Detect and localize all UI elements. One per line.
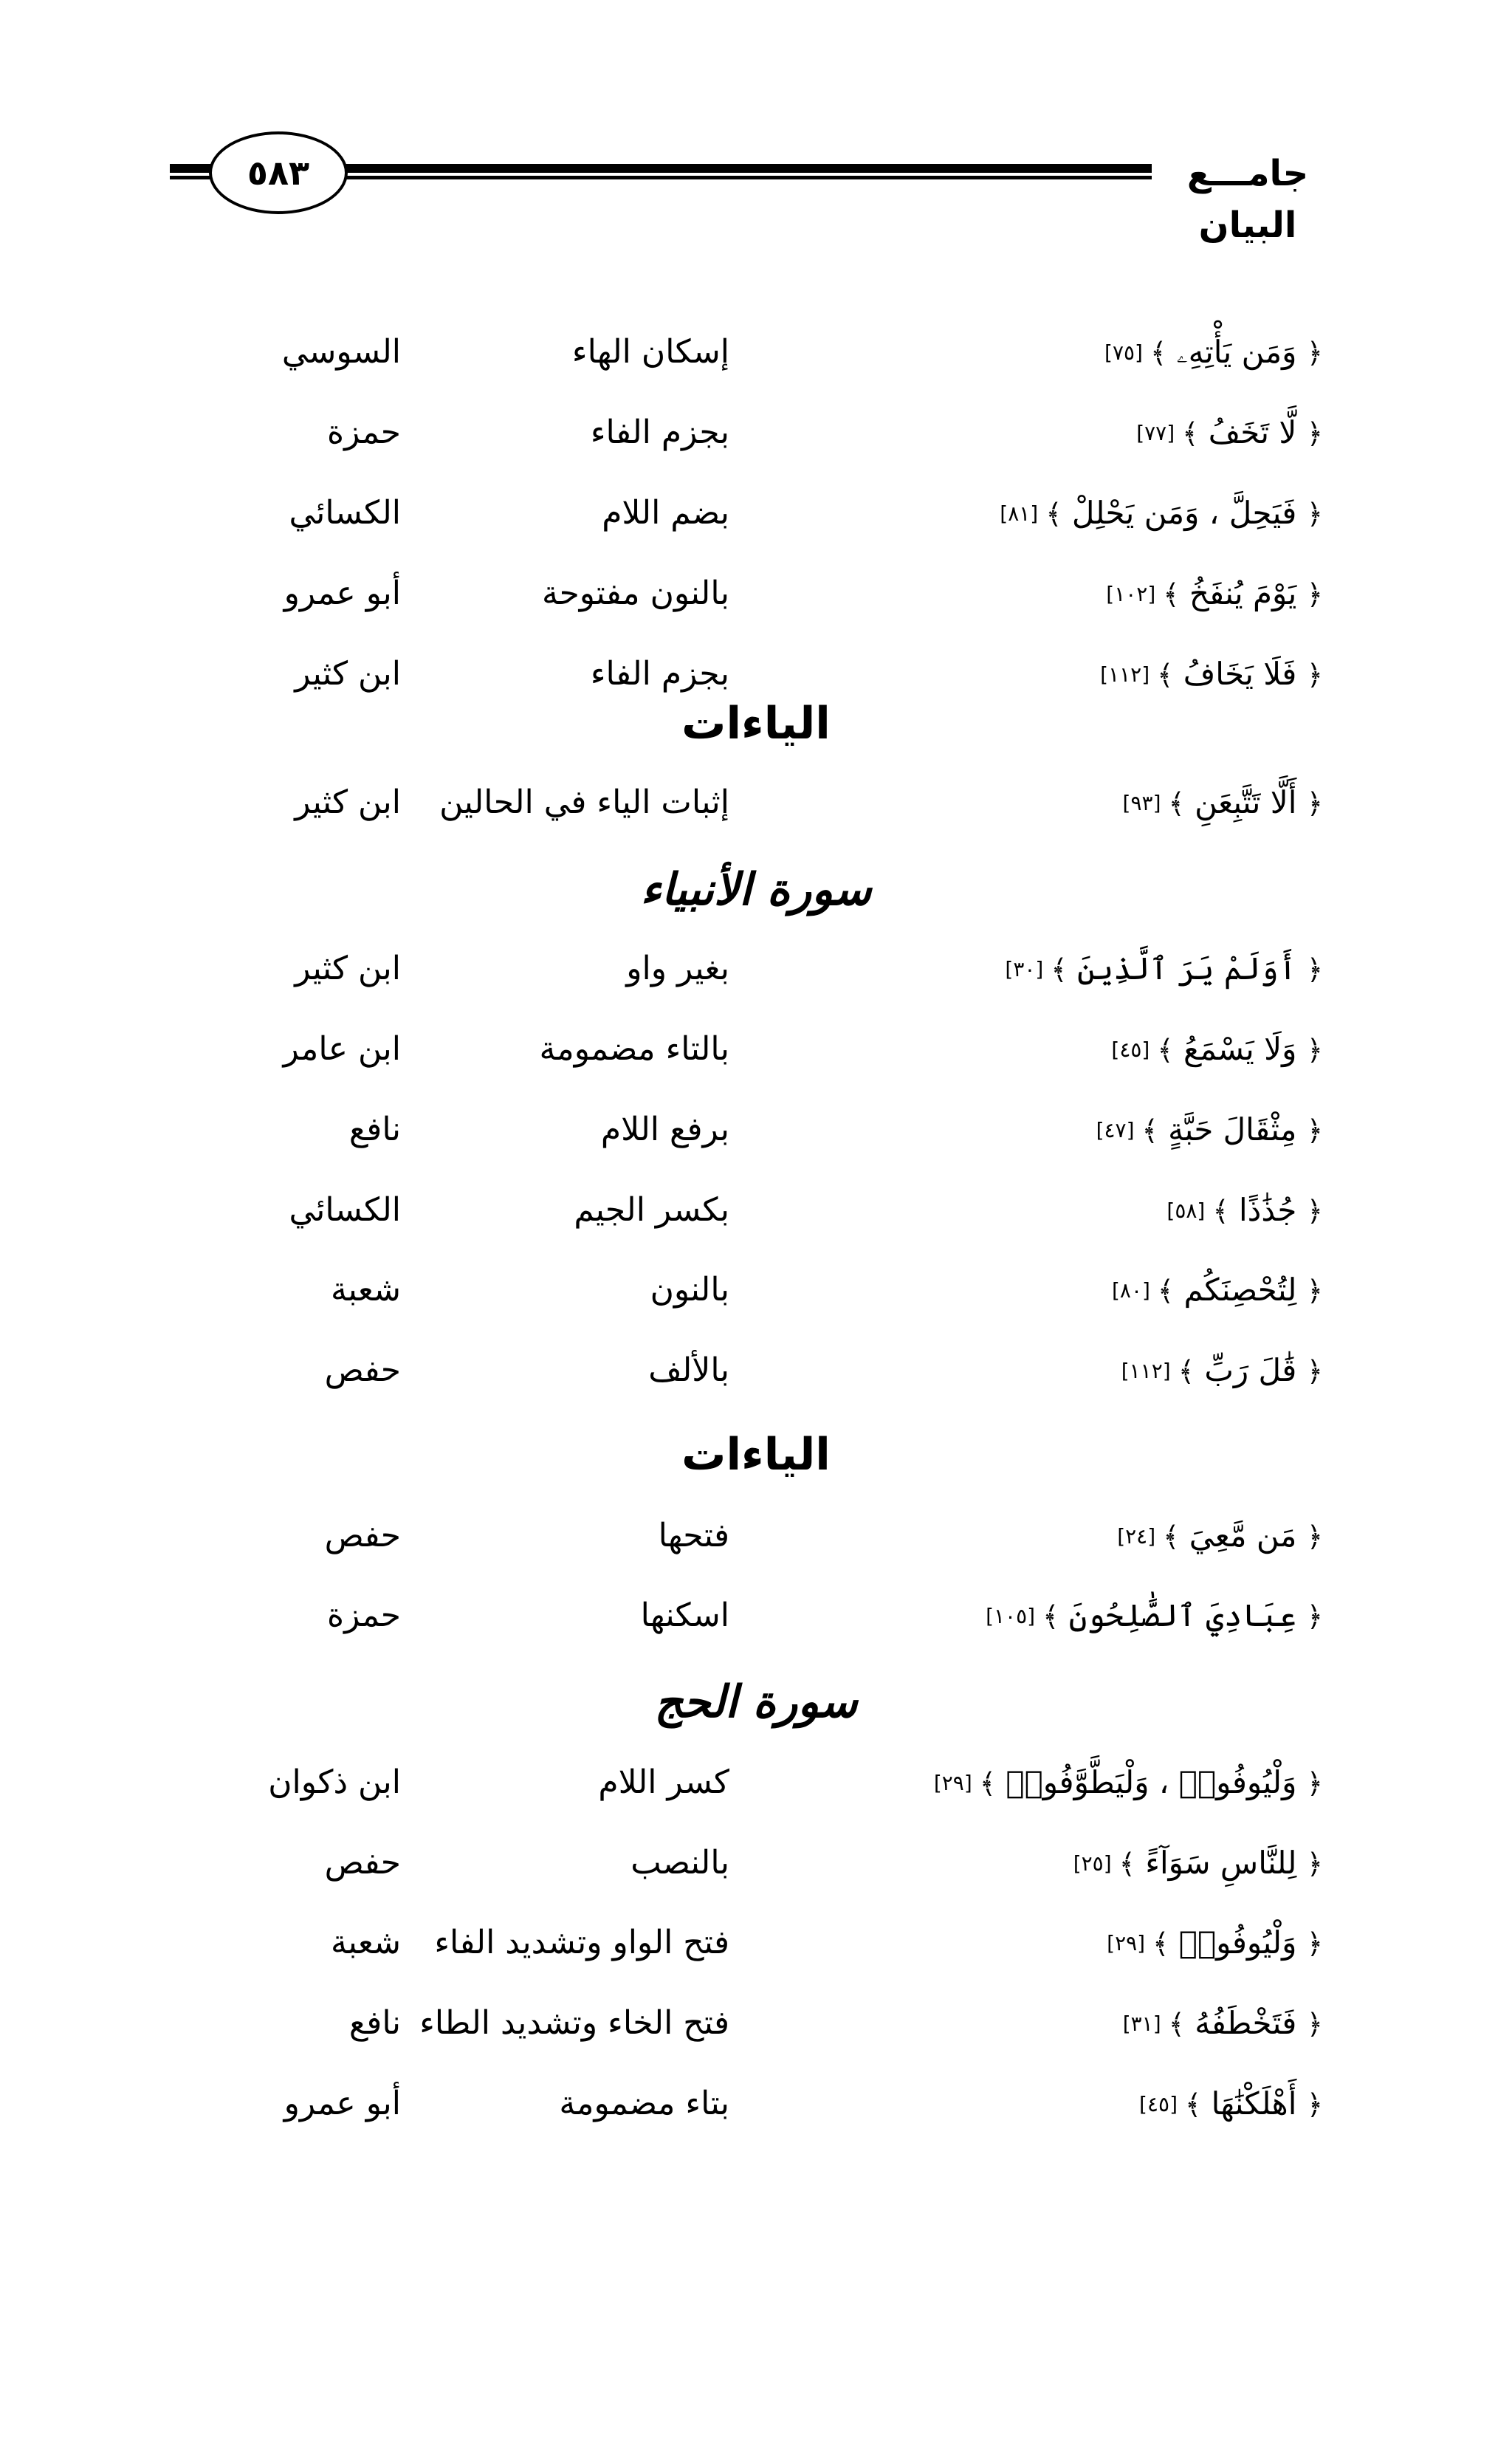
ornate-bracket-close-icon: ﴾ [1051, 953, 1068, 986]
reader-name: نافع [348, 1111, 401, 1148]
verse-text: أَهْلَكْنَٰهَا [1211, 2085, 1297, 2122]
ornate-bracket-open-icon: ﴿ [1306, 337, 1323, 369]
ornate-bracket-close-icon: ﴾ [1157, 659, 1174, 691]
table-row [0, 1097, 1512, 1163]
verse-text: لِلنَّاسِ سَوَآءً [1145, 1845, 1297, 1881]
ayah-number: [٤٥] [1111, 1038, 1150, 1062]
ornate-bracket-open-icon: ﴿ [1306, 1848, 1323, 1880]
reading-description: برفع اللام [600, 1111, 729, 1148]
reader-name: حمزة [327, 1597, 401, 1634]
ayah-number: [٩٣] [1122, 791, 1161, 815]
ornate-bracket-open-icon: ﴿ [1306, 787, 1323, 820]
reading-description: كسر اللام [598, 1763, 729, 1801]
verse-cell [1112, 1257, 1323, 1323]
verse-text: أَوَلَمْ يَرَ ٱلَّذِينَ [1076, 950, 1297, 987]
reader-name: ابن كثير [295, 783, 401, 821]
reader-name: أبو عمرو [284, 2085, 401, 2122]
table-row [0, 1583, 1512, 1649]
reading-description: بالنون [650, 1271, 729, 1309]
reader-name: شعبة [331, 1924, 401, 1961]
verse-text: يَوْمَ يُنفَخُ [1189, 575, 1297, 611]
verse-text: وَلْيُوفُوا۟ [1178, 1924, 1297, 1961]
ornate-bracket-close-icon: ﴾ [1045, 498, 1062, 530]
verse-text: فَتَخْطَفُهُ [1195, 2005, 1297, 2041]
table-row [0, 2071, 1512, 2137]
ayah-number: [٢٤] [1117, 1524, 1156, 1549]
ornate-bracket-close-icon: ﴾ [1168, 2008, 1185, 2040]
reader-name: نافع [348, 2004, 401, 2042]
verse-cell [1000, 480, 1323, 546]
table-row [0, 560, 1512, 627]
reader-name: شعبة [331, 1271, 401, 1309]
ornate-bracket-open-icon: ﴿ [1306, 1114, 1323, 1147]
verse-cell [1136, 400, 1323, 466]
reader-name: حفص [324, 1517, 401, 1554]
ayah-number: [٢٩] [1107, 1931, 1146, 1955]
table-row [0, 936, 1512, 1002]
ornate-bracket-open-icon: ﴿ [1306, 659, 1323, 691]
verse-cell [1096, 1097, 1323, 1163]
ayah-number: [٧٧] [1136, 421, 1175, 445]
reader-name: ابن عامر [283, 1030, 401, 1068]
ornate-bracket-close-icon: ﴾ [1150, 337, 1167, 369]
page-number-oval [209, 131, 348, 214]
ornate-bracket-open-icon: ﴿ [1306, 578, 1323, 611]
reader-name: حفص [324, 1351, 401, 1389]
verse-cell [1166, 1177, 1323, 1244]
reading-description: بتاء مضمومة [559, 2085, 729, 2122]
section-heading: الياءات [681, 1429, 831, 1481]
reading-description: بالنون مفتوحة [542, 575, 729, 612]
section-heading: سورة الأنبياء [640, 864, 872, 916]
ayah-number: [٢٩] [933, 1771, 972, 1795]
ornate-bracket-open-icon: ﴿ [1306, 2008, 1323, 2040]
table-row [0, 1016, 1512, 1083]
verse-cell [1121, 1337, 1323, 1404]
ornate-bracket-close-icon: ﴾ [1185, 2088, 1202, 2121]
ornate-bracket-close-icon: ﴾ [1178, 1355, 1195, 1388]
table-row [0, 1503, 1512, 1569]
reader-name: السوسي [281, 333, 401, 371]
ornate-bracket-open-icon: ﴿ [1306, 1767, 1323, 1800]
verse-text: وَمَن يَأْتِهِۦ [1176, 334, 1297, 370]
verse-text: مَن مَّعِيَ [1189, 1518, 1297, 1554]
ornate-bracket-close-icon: ﴾ [1212, 1195, 1229, 1227]
reading-description: بضم اللام [602, 494, 729, 532]
table-row [0, 769, 1512, 836]
ornate-bracket-close-icon: ﴾ [1152, 1927, 1169, 1960]
ornate-bracket-close-icon: ﴾ [1141, 1114, 1158, 1147]
ayah-number: [١١٢] [1100, 662, 1150, 687]
reading-description: بالنصب [630, 1844, 729, 1882]
verse-text: فَلَا يَخَافُ [1183, 656, 1297, 692]
ayah-number: [١٠٥] [986, 1604, 1036, 1628]
verse-text: فَيَحِلَّ ، وَمَن يَحْلِلْ [1071, 495, 1297, 531]
reader-name: الكسائي [289, 494, 401, 532]
reader-name: الكسائي [289, 1191, 401, 1229]
verse-cell [986, 1583, 1323, 1649]
ayah-number: [٧٥] [1104, 340, 1143, 365]
ayah-number: [٢٥] [1073, 1851, 1112, 1876]
verse-text: وَلْيُوفُوا۟ ، وَلْيَطَّوَّفُوا۟ [1006, 1764, 1297, 1800]
verse-text: جُذَٰذًا [1238, 1192, 1297, 1228]
reading-description: بجزم الفاء [590, 414, 729, 451]
verse-cell [1073, 1830, 1323, 1896]
verse-text: قَٰلَ رَبِّ [1204, 1352, 1297, 1388]
table-row [0, 480, 1512, 546]
ornate-bracket-open-icon: ﴿ [1306, 1355, 1323, 1388]
verse-text: أَلَّا تَتَّبِعَنِ [1195, 784, 1297, 820]
ayah-number: [٨١] [1000, 501, 1039, 526]
ornate-bracket-open-icon: ﴿ [1306, 2088, 1323, 2121]
verse-cell [1111, 1016, 1323, 1083]
ornate-bracket-open-icon: ﴿ [1306, 1927, 1323, 1960]
reader-name: حفص [324, 1844, 401, 1882]
verse-cell [934, 1749, 1323, 1816]
reading-description: إثبات الياء في الحالين [439, 783, 729, 821]
reading-description: بغير واو [626, 950, 729, 987]
ornate-bracket-close-icon: ﴾ [979, 1767, 997, 1800]
table-row [0, 1749, 1512, 1816]
reading-description: فتح الخاء وتشديد الطاء [419, 2004, 729, 2042]
reader-name: ابن كثير [295, 655, 401, 693]
reading-description: اسكنها [640, 1597, 729, 1634]
verse-cell [1123, 1990, 1323, 2057]
reader-name: ابن كثير [295, 950, 401, 987]
ornate-bracket-close-icon: ﴾ [1168, 787, 1185, 820]
reading-description: بكسر الجيم [574, 1191, 729, 1229]
ornate-bracket-close-icon: ﴾ [1163, 578, 1180, 611]
reading-description: إسكان الهاء [571, 333, 729, 371]
ayah-number: [٤٧] [1096, 1118, 1135, 1142]
ornate-bracket-open-icon: ﴿ [1306, 417, 1323, 450]
reader-name: حمزة [327, 414, 401, 451]
table-row [0, 1257, 1512, 1323]
reading-description: بالتاء مضمومة [539, 1030, 729, 1068]
ornate-bracket-close-icon: ﴾ [1042, 1600, 1059, 1633]
ornate-bracket-open-icon: ﴿ [1306, 1600, 1323, 1633]
table-row [0, 1990, 1512, 2057]
ornate-bracket-close-icon: ﴾ [1182, 417, 1199, 450]
section-heading: الياءات [681, 698, 831, 750]
verse-text: وَلَا يَسْمَعُ [1183, 1031, 1297, 1067]
section-heading: سورة الحج [654, 1676, 858, 1728]
ayah-number: [١٠٢] [1106, 582, 1156, 606]
ayah-number: [٣١] [1122, 2012, 1161, 2036]
table-row [0, 1910, 1512, 1976]
reading-description: فتح الواو وتشديد الفاء [434, 1924, 729, 1961]
table-row [0, 319, 1512, 385]
verse-text: لِتُحْصِنَكُم [1183, 1272, 1297, 1308]
verse-cell [1104, 319, 1323, 385]
verse-cell [1139, 2071, 1323, 2137]
table-row [0, 1830, 1512, 1896]
ornate-bracket-open-icon: ﴿ [1306, 953, 1323, 986]
verse-cell [1107, 1910, 1323, 1976]
verse-text: عِبَادِيَ ٱلصَّٰلِحُونَ [1068, 1597, 1297, 1633]
verse-text: مِثْقَالَ حَبَّةٍ [1168, 1111, 1297, 1148]
ayah-number: [٤٥] [1139, 2092, 1178, 2116]
reading-description: بالألف [648, 1351, 729, 1389]
ornate-bracket-open-icon: ﴿ [1306, 1195, 1323, 1227]
ornate-bracket-close-icon: ﴾ [1163, 1520, 1180, 1553]
verse-cell [1106, 560, 1323, 627]
verse-cell [1005, 936, 1323, 1002]
ornate-bracket-close-icon: ﴾ [1157, 1275, 1175, 1307]
ayah-number: [١١٢] [1121, 1359, 1171, 1383]
table-row [0, 1177, 1512, 1244]
reader-name: أبو عمرو [284, 575, 401, 612]
verse-cell [1123, 769, 1323, 836]
verse-text: لَّا تَخَفُ [1208, 414, 1297, 450]
ornate-bracket-open-icon: ﴿ [1306, 1275, 1323, 1307]
ayah-number: [٥٨] [1166, 1199, 1206, 1223]
ayah-number: [٨٠] [1111, 1278, 1150, 1303]
ornate-bracket-close-icon: ﴾ [1118, 1848, 1135, 1880]
reader-name: ابن ذكوان [268, 1763, 401, 1801]
table-row [0, 1337, 1512, 1404]
verse-cell [1117, 1503, 1323, 1569]
reading-description: فتحها [658, 1517, 729, 1554]
book-title: جامـــع البيان [1186, 153, 1309, 246]
table-row [0, 400, 1512, 466]
ornate-bracket-open-icon: ﴿ [1306, 1520, 1323, 1553]
reading-description: بجزم الفاء [590, 655, 729, 693]
page-number: ٥٨٣ [247, 153, 310, 193]
ornate-bracket-open-icon: ﴿ [1306, 1034, 1323, 1066]
ornate-bracket-open-icon: ﴿ [1306, 498, 1323, 530]
ornate-bracket-close-icon: ﴾ [1157, 1034, 1174, 1066]
ayah-number: [٣٠] [1005, 957, 1044, 981]
